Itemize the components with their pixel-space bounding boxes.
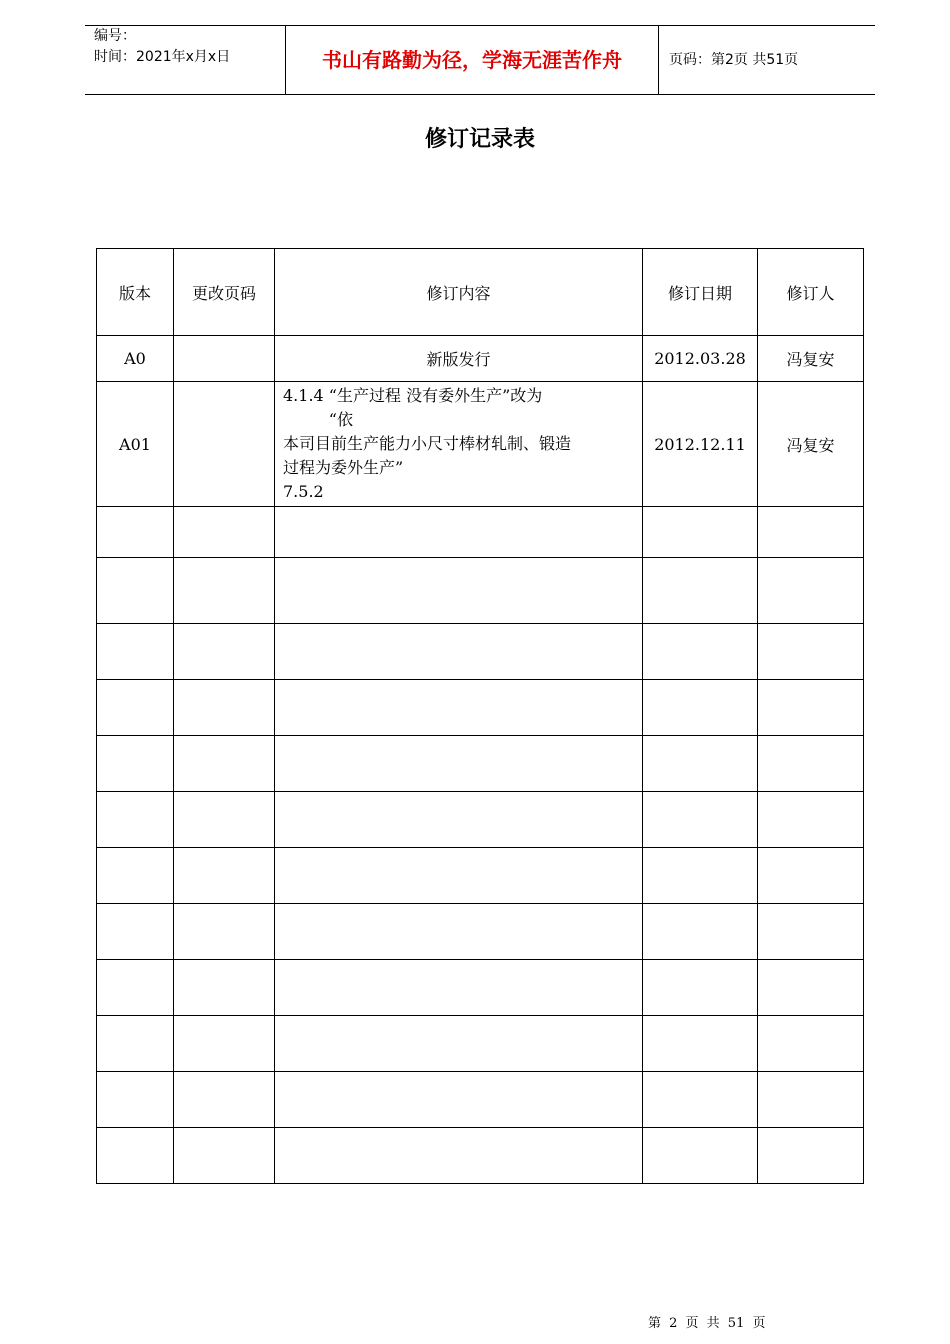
empty-table-row bbox=[97, 736, 864, 792]
empty-table-row bbox=[97, 848, 864, 904]
cell-date: 2012.12.11 bbox=[643, 382, 758, 507]
empty-cell bbox=[97, 1016, 174, 1072]
header-motto-cell bbox=[286, 26, 659, 94]
empty-cell bbox=[758, 736, 864, 792]
doc-time-label: 时间：2021年x月x日 bbox=[94, 49, 231, 65]
empty-cell bbox=[174, 1016, 275, 1072]
empty-cell bbox=[97, 1128, 174, 1184]
empty-cell bbox=[174, 558, 275, 624]
table-header-row bbox=[97, 249, 864, 336]
empty-table-row bbox=[97, 507, 864, 558]
empty-cell bbox=[97, 848, 174, 904]
empty-table-row bbox=[97, 1016, 864, 1072]
empty-cell bbox=[758, 1016, 864, 1072]
empty-cell bbox=[758, 680, 864, 736]
empty-cell bbox=[275, 792, 643, 848]
empty-cell bbox=[758, 558, 864, 624]
empty-cell bbox=[758, 1072, 864, 1128]
header-page-cell bbox=[659, 26, 875, 94]
empty-cell bbox=[643, 1016, 758, 1072]
empty-cell bbox=[174, 904, 275, 960]
header-page-info: 页码：第2页 共51页 bbox=[669, 52, 799, 68]
empty-cell bbox=[643, 1072, 758, 1128]
revision-table bbox=[96, 248, 864, 1184]
empty-table-row bbox=[97, 792, 864, 848]
empty-cell bbox=[758, 1128, 864, 1184]
empty-table-row bbox=[97, 904, 864, 960]
empty-cell bbox=[97, 1072, 174, 1128]
table-row bbox=[97, 336, 864, 382]
empty-table-row bbox=[97, 680, 864, 736]
empty-table-row bbox=[97, 960, 864, 1016]
empty-cell bbox=[174, 1072, 275, 1128]
empty-cell bbox=[643, 904, 758, 960]
col-header-pages: 更改页码 bbox=[174, 249, 275, 336]
empty-cell bbox=[174, 848, 275, 904]
empty-cell bbox=[97, 904, 174, 960]
content-line: 新版发行 bbox=[426, 350, 491, 369]
header-meta-cell bbox=[85, 26, 286, 94]
empty-cell bbox=[758, 507, 864, 558]
col-header-version: 版本 bbox=[97, 249, 174, 336]
empty-cell bbox=[758, 848, 864, 904]
content-line: “依 bbox=[283, 410, 353, 429]
empty-cell bbox=[174, 680, 275, 736]
empty-cell bbox=[758, 904, 864, 960]
doc-number-label: 编号： bbox=[94, 28, 136, 44]
empty-cell bbox=[643, 558, 758, 624]
col-header-reviser: 修订人 bbox=[758, 249, 864, 336]
empty-cell bbox=[275, 558, 643, 624]
empty-cell bbox=[97, 680, 174, 736]
page-header bbox=[85, 25, 875, 95]
empty-cell bbox=[275, 507, 643, 558]
empty-cell bbox=[275, 848, 643, 904]
empty-cell bbox=[643, 848, 758, 904]
empty-cell bbox=[275, 1016, 643, 1072]
empty-cell bbox=[643, 736, 758, 792]
empty-cell bbox=[275, 960, 643, 1016]
empty-cell bbox=[97, 507, 174, 558]
cell-version: A0 bbox=[97, 336, 174, 382]
empty-cell bbox=[275, 736, 643, 792]
content-line: 4.1.4 “生产过程 没有委外生产”改为 bbox=[283, 386, 543, 405]
empty-cell bbox=[275, 680, 643, 736]
cell-date: 2012.03.28 bbox=[643, 336, 758, 382]
page-footer: 第 2 页 共 51 页 bbox=[648, 1316, 766, 1331]
empty-cell bbox=[643, 680, 758, 736]
cell-content bbox=[275, 382, 643, 507]
empty-cell bbox=[758, 960, 864, 1016]
cell-reviser: 冯复安 bbox=[758, 382, 864, 507]
empty-cell bbox=[758, 792, 864, 848]
empty-cell bbox=[643, 960, 758, 1016]
empty-cell bbox=[174, 792, 275, 848]
empty-cell bbox=[643, 624, 758, 680]
col-header-date: 修订日期 bbox=[643, 249, 758, 336]
empty-cell bbox=[174, 507, 275, 558]
empty-cell bbox=[97, 624, 174, 680]
empty-cell bbox=[758, 624, 864, 680]
empty-cell bbox=[97, 792, 174, 848]
empty-cell bbox=[643, 792, 758, 848]
empty-cell bbox=[275, 1128, 643, 1184]
cell-content bbox=[275, 336, 643, 382]
page-title: 修订记录表 bbox=[424, 127, 535, 152]
empty-cell bbox=[275, 624, 643, 680]
empty-cell bbox=[174, 624, 275, 680]
empty-cell bbox=[97, 558, 174, 624]
empty-cell bbox=[97, 736, 174, 792]
cell-pages bbox=[174, 382, 275, 507]
empty-cell bbox=[275, 1072, 643, 1128]
cell-reviser: 冯复安 bbox=[758, 336, 864, 382]
empty-cell bbox=[275, 904, 643, 960]
cell-version: A01 bbox=[97, 382, 174, 507]
empty-table-row bbox=[97, 624, 864, 680]
empty-cell bbox=[97, 960, 174, 1016]
content-line: 7.5.2 bbox=[283, 482, 324, 501]
empty-table-row bbox=[97, 558, 864, 624]
empty-cell bbox=[643, 1128, 758, 1184]
table-row bbox=[97, 382, 864, 507]
empty-table-row bbox=[97, 1072, 864, 1128]
empty-table-row bbox=[97, 1128, 864, 1184]
empty-cell bbox=[174, 736, 275, 792]
cell-pages bbox=[174, 336, 275, 382]
content-line: 本司目前生产能力小尺寸棒材轧制、锻造 bbox=[283, 434, 572, 453]
col-header-content: 修订内容 bbox=[275, 249, 643, 336]
content-line: 过程为委外生产” bbox=[283, 458, 404, 477]
empty-cell bbox=[643, 507, 758, 558]
header-motto: 书山有路勤为径，学海无涯苦作舟 bbox=[322, 48, 622, 72]
empty-cell bbox=[174, 1128, 275, 1184]
empty-cell bbox=[174, 960, 275, 1016]
